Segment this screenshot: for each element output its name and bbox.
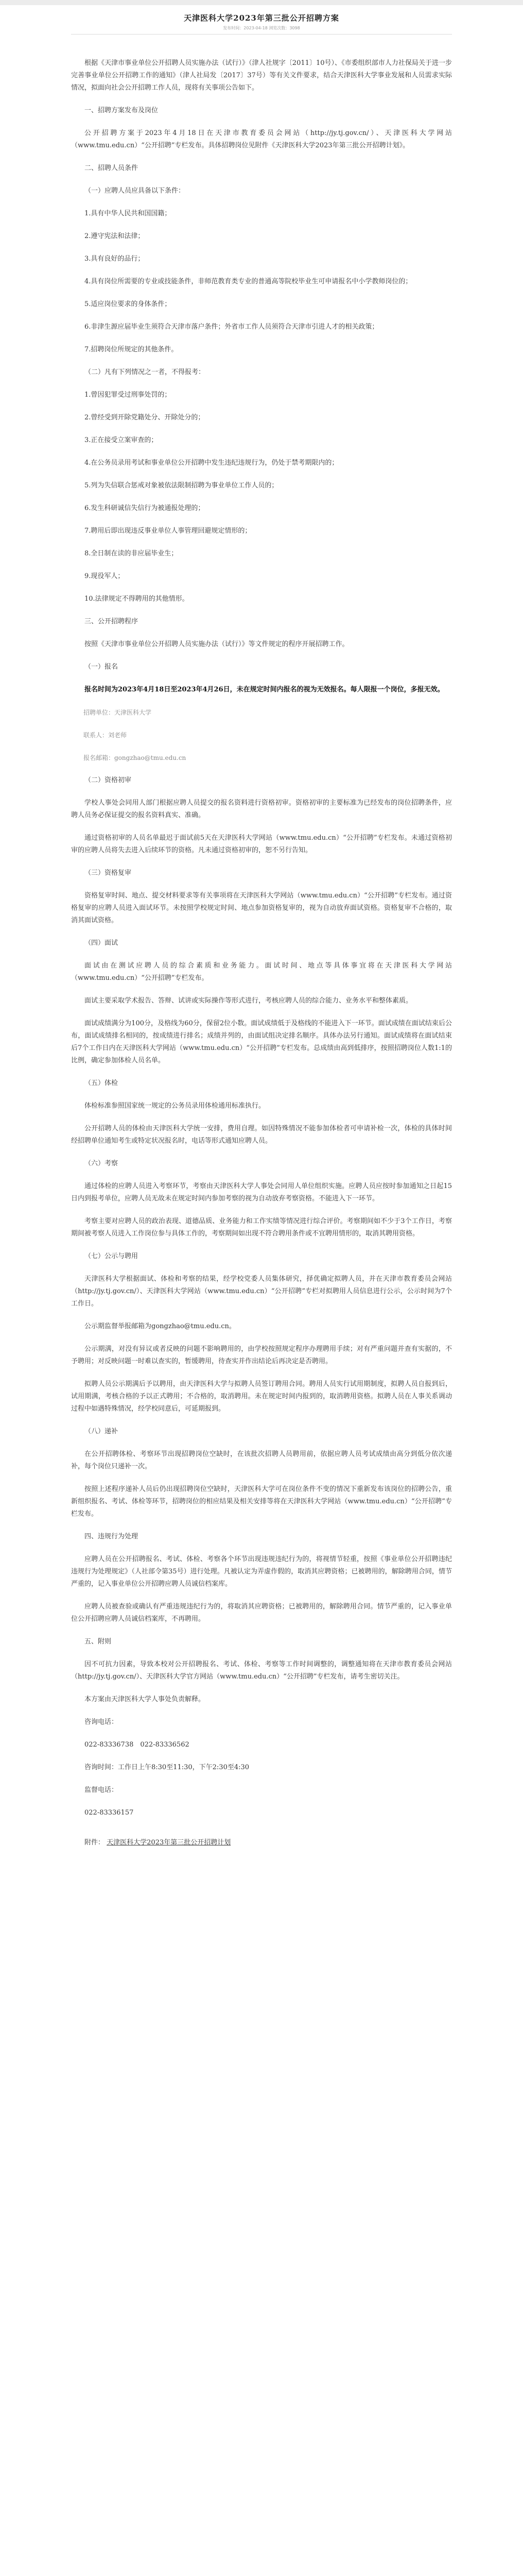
paragraph: （一）应聘人员应具备以下条件： xyxy=(84,187,185,195)
attachment-label: 附件： xyxy=(84,1839,105,1846)
paragraph: 7.聘用后即出现违反事业单位人事管理回避规定情形的； xyxy=(84,527,252,535)
paragraph: （一）报名 xyxy=(84,663,118,671)
paragraph: 2.曾经受到开除党籍处分、开除处分的； xyxy=(84,414,205,421)
paragraph: 6.非津生源应届毕业生须符合天津市落户条件；外省市工作人员须符合天津市引进人才的相关政策； xyxy=(84,323,379,331)
paragraph: 五、附则 xyxy=(84,1638,112,1646)
paragraph: 报名时间为2023年4月18日至2023年4月26日，未在规定时间内报名的视为无效报名。每人限报一个岗位，多报无效。 xyxy=(84,686,444,693)
paragraph: （四）面试 xyxy=(84,939,118,947)
paragraph: （八）递补 xyxy=(84,1428,118,1435)
top-bar xyxy=(0,0,523,5)
paragraph: 2.遵守宪法和法律； xyxy=(84,232,145,240)
paragraph: （六）考察 xyxy=(84,1160,118,1167)
paragraph: 公开招聘方案于2023年4月18日在天津市教育委员会网站（http://jy.tj.gov.cn/）、天津医科大学网站（www.tmu.edu.cn）“公开招聘”专栏发布。具体招聘岗位见附件《天津医科大学2023年第三批公开招聘计划》。 xyxy=(71,129,452,149)
paragraph: 体检标准参照国家统一规定的公务员录用体检通用标准执行。 xyxy=(84,1102,266,1110)
paragraph: 面试成绩满分为100分，及格线为60分，保留2位小数。面试成绩低于及格线的不能进入下一环节。面试成绩在面试结束后公布，面试成绩排名相同的，按成绩进行排名；成绩并列的，由面试组决定排名顺序。具体办法另行通知。面试成绩将在面试结束后7个工作日内在天津医科大学网站（www.tmu.edu.cn）“公开招聘”专栏发布。总成绩由高到低排序，按照招聘岗位人数1:1的比例，确定参加体检人员名单。 xyxy=(71,1020,452,1064)
paragraph: 天津医科大学根据面试、体检和考察的结果，经学校党委人员集体研究，择优确定拟聘人员，并在天津市教育委员会网站（http://jy.tj.gov.cn/）、天津医科大学网站（www.tmu.edu.cn）“公开招聘”专栏对拟聘用人员信息进行公示，公示时间为7个工作日。 xyxy=(71,1275,452,1308)
paragraph: 3.具有良好的品行； xyxy=(84,255,145,263)
paragraph: 按照《天津市事业单位公开招聘人员实施办法（试行）》等文件规定的程序开展招聘工作。 xyxy=(84,640,349,648)
paragraph: 联系人：刘老师 xyxy=(83,732,127,739)
paragraph: 考察主要对应聘人员的政治表现、道德品质、业务能力和工作实绩等情况进行综合评价。考察期间如不少于3个工作日，考察期间被考察人员进入工作岗位参与具体工作的，考察期间如出现不符合聘用条件或不宜聘用情形的，取消其聘用资格。 xyxy=(71,1217,452,1238)
paragraph: 公示期监督举报邮箱为gongzhao@tmu.edu.cn。 xyxy=(84,1323,236,1330)
paragraph: （二）资格初审 xyxy=(84,776,132,784)
article xyxy=(71,5,452,1849)
paragraph: 5.列为失信联合惩戒对象被依法限制招聘为事业单位工作人员的； xyxy=(84,482,278,489)
paragraph: 022-83336738 022-83336562 xyxy=(84,1741,189,1749)
paragraph: 8.全日制在读的非应届毕业生； xyxy=(84,550,178,557)
paragraph: 面试由在测试应聘人员的综合素质和业务能力。面试时间、地点等具体事宜将在天津医科大学网站（www.tmu.edu.cn）“公开招聘”专栏发布。 xyxy=(71,962,452,982)
paragraph: 4.在公务员录用考试和事业单位公开招聘中发生违纪违规行为，仍处于禁考期限内的； xyxy=(84,459,339,467)
paragraph: 资格复审时间、地点、提交材料要求等有关事项将在天津医科大学网站（www.tmu.edu.cn）“公开招聘”专栏发布。通过资格复审的应聘人员进入面试环节。未按照学校规定时间、地点参加资格复审的，视为自动放弃面试资格。资格复审不合格的，取消其面试资格。 xyxy=(71,892,452,924)
paragraph: （三）资格复审 xyxy=(84,869,132,877)
paragraph: 本方案由天津医科大学人事处负责解释。 xyxy=(84,1696,205,1703)
paragraph: 5.适应岗位要求的身体条件； xyxy=(84,300,171,308)
paragraph: 学校人事处会同用人部门根据应聘人员提交的报名资料进行资格初审。资格初审的主要标准为已经发布的岗位招聘条件，应聘人员务必保证提交的报名资料真实、准确。 xyxy=(71,799,452,819)
article-body xyxy=(71,57,452,1819)
paragraph: 应聘人员在公开招聘报名、考试、体检、考察各个环节出现违规违纪行为的，将视情节轻重，按照《事业单位公开招聘违纪违规行为处理规定》（人社部令第35号）进行处理。凡被认定为弄虚作假的，取消其应聘资格；已被聘用的，解除聘用合同，情节严重的，记入事业单位公开招聘应聘人员诚信档案库。 xyxy=(71,1555,452,1588)
paragraph: 按照上述程序递补人员后仍出现招聘岗位空缺时，天津医科大学可在岗位条件不变的情况下重新发布该岗位的招聘公告，重新组织报名、考试、体检等环节，招聘岗位的相应结果及相关安排等将在天津医科大学网站（www.tmu.edu.cn）“公开招聘”专栏发布。 xyxy=(71,1485,452,1518)
paragraph: 公开招聘人员的体检由天津医科大学统一安排，费用自理。如因特殊情况不能参加体检者可申请补检一次，体检的具体时间经招聘单位通知考生或特定状况报名时，电话等形式通知应聘人员。 xyxy=(71,1125,452,1145)
paragraph: 因不可抗力因素，导致本校对公开招聘报名、考试、体检、考察等工作时间调整的，调整通知将在天津市教育委员会网站（http://jy.tj.gov.cn/）、天津医科大学官方网站（www.tmu.edu.cn）“公开招聘”专栏发布，请考生密切关注。 xyxy=(71,1660,452,1681)
paragraph: （五）体检 xyxy=(84,1079,118,1087)
paragraph: 022-83336157 xyxy=(84,1809,134,1817)
article-title: 天津医科大学2023年第三批公开招聘方案 xyxy=(184,13,339,23)
paragraph: 咨询时间：工作日上午8:30至11:30，下午2:30至4:30 xyxy=(84,1764,250,1771)
paragraph: 6.发生科研诚信失信行为被通报处理的； xyxy=(84,504,205,512)
paragraph: 一、招聘方案发布及岗位 xyxy=(84,107,159,114)
paragraph: 1.具有中华人民共和国国籍； xyxy=(84,210,171,217)
paragraph: 根据《天津市事业单位公开招聘人员实施办法（试行）》（津人社规字〔2011〕10号）、《市委组织部市人力社保局关于进一步完善事业单位公开招聘工作的通知》（津人社局发〔2017〕37号）等有关文件要求，结合天津医科大学事业发展和人员需求实际情况，拟面向社会公开招聘工作人员，现将有关事项公告如下。 xyxy=(71,59,452,92)
paragraph: 三、公开招聘程序 xyxy=(84,618,138,625)
article-meta: 发布时间：2023-04-18 浏览次数：3098 xyxy=(223,26,300,30)
paragraph: 4.具有岗位所需要的专业或技能条件，非师范教育类专业的普通高等院校毕业生可申请报名中小学教师岗位的； xyxy=(84,278,412,285)
paragraph: 报名邮箱：gongzhao@tmu.edu.cn xyxy=(83,754,186,761)
paragraph: 咨询电话： xyxy=(84,1718,118,1726)
paragraph: 9.现役军人； xyxy=(84,572,125,580)
paragraph: 通过资格初审的人员名单最迟于面试前5天在天津医科大学网站（www.tmu.edu.cn）“公开招聘”专栏发布。未通过资格初审的应聘人员将失去进入后续环节的资格。凡未通过资格初审的，恕不另行告知。 xyxy=(71,834,452,854)
paragraph: 1.曾因犯罪受过刑事处罚的； xyxy=(84,391,171,399)
paragraph: （二）凡有下列情况之一者，不得报考： xyxy=(84,368,205,376)
paragraph: 监督电话： xyxy=(84,1786,118,1794)
paragraph: 7.招聘岗位所规定的其他条件。 xyxy=(84,346,178,353)
paragraph: 四、违规行为处理 xyxy=(84,1533,138,1540)
paragraph: 招聘单位：天津医科大学 xyxy=(83,709,152,716)
paragraph: 拟聘人员公示期满后予以聘用，由天津医科大学与拟聘人员签订聘用合同。聘用人员实行试用期制度，拟聘人员自报到后，试用期满，考核合格的予以正式聘用；不合格的，取消聘用。未在规定时间内报到的，取消聘用资格。拟聘人员在人事关系调动过程中如遇特殊情况，经学校同意后，可延期报到。 xyxy=(71,1380,452,1413)
attachment xyxy=(71,1837,452,1849)
paragraph: 10.法律规定不得聘用的其他情形。 xyxy=(84,595,189,603)
title-divider xyxy=(71,34,452,35)
paragraph: 在公开招聘体检、考察环节出现招聘岗位空缺时，在该批次招聘人员聘用前，依据应聘人员考试成绩由高分到低分依次递补，每个岗位只递补一次。 xyxy=(71,1450,452,1470)
paragraph: 公示期满，对没有异议或者反映的问题不影响聘用的，由学校按照规定程序办理聘用手续；对有严重问题并查有实据的，不予聘用；对反映问题一时难以查实的，暂缓聘用，待查实并作出结论后再决定是否聘用。 xyxy=(71,1345,452,1365)
paragraph: 面试主要采取学术报告、答辩、试讲或实际操作等形式进行，考核应聘人员的综合能力、业务水平和整体素质。 xyxy=(84,997,413,1005)
attachment-link[interactable]: 天津医科大学2023年第三批公开招聘计划 xyxy=(107,1839,231,1846)
paragraph: 3.正在接受立案审查的； xyxy=(84,436,158,444)
paragraph: （七）公示与聘用 xyxy=(84,1252,138,1260)
paragraph: 通过体检的应聘人员进入考察环节，考察由天津医科大学人事处会同用人单位组织实施。应聘人员应按时参加通知之日起15日内到报考单位，应聘人员无故未在规定时间内参加考察的视为自动放弃考察资格。不能进入下一环节。 xyxy=(71,1182,452,1202)
paragraph: 应聘人员被查验或确认有严重违规违纪行为的，将取消其应聘资格；已被聘用的，解除聘用合同。情节严重的，记入事业单位公开招聘应聘人员诚信档案库，不再聘用。 xyxy=(71,1603,452,1623)
paragraph: 二、招聘人员条件 xyxy=(84,164,138,172)
